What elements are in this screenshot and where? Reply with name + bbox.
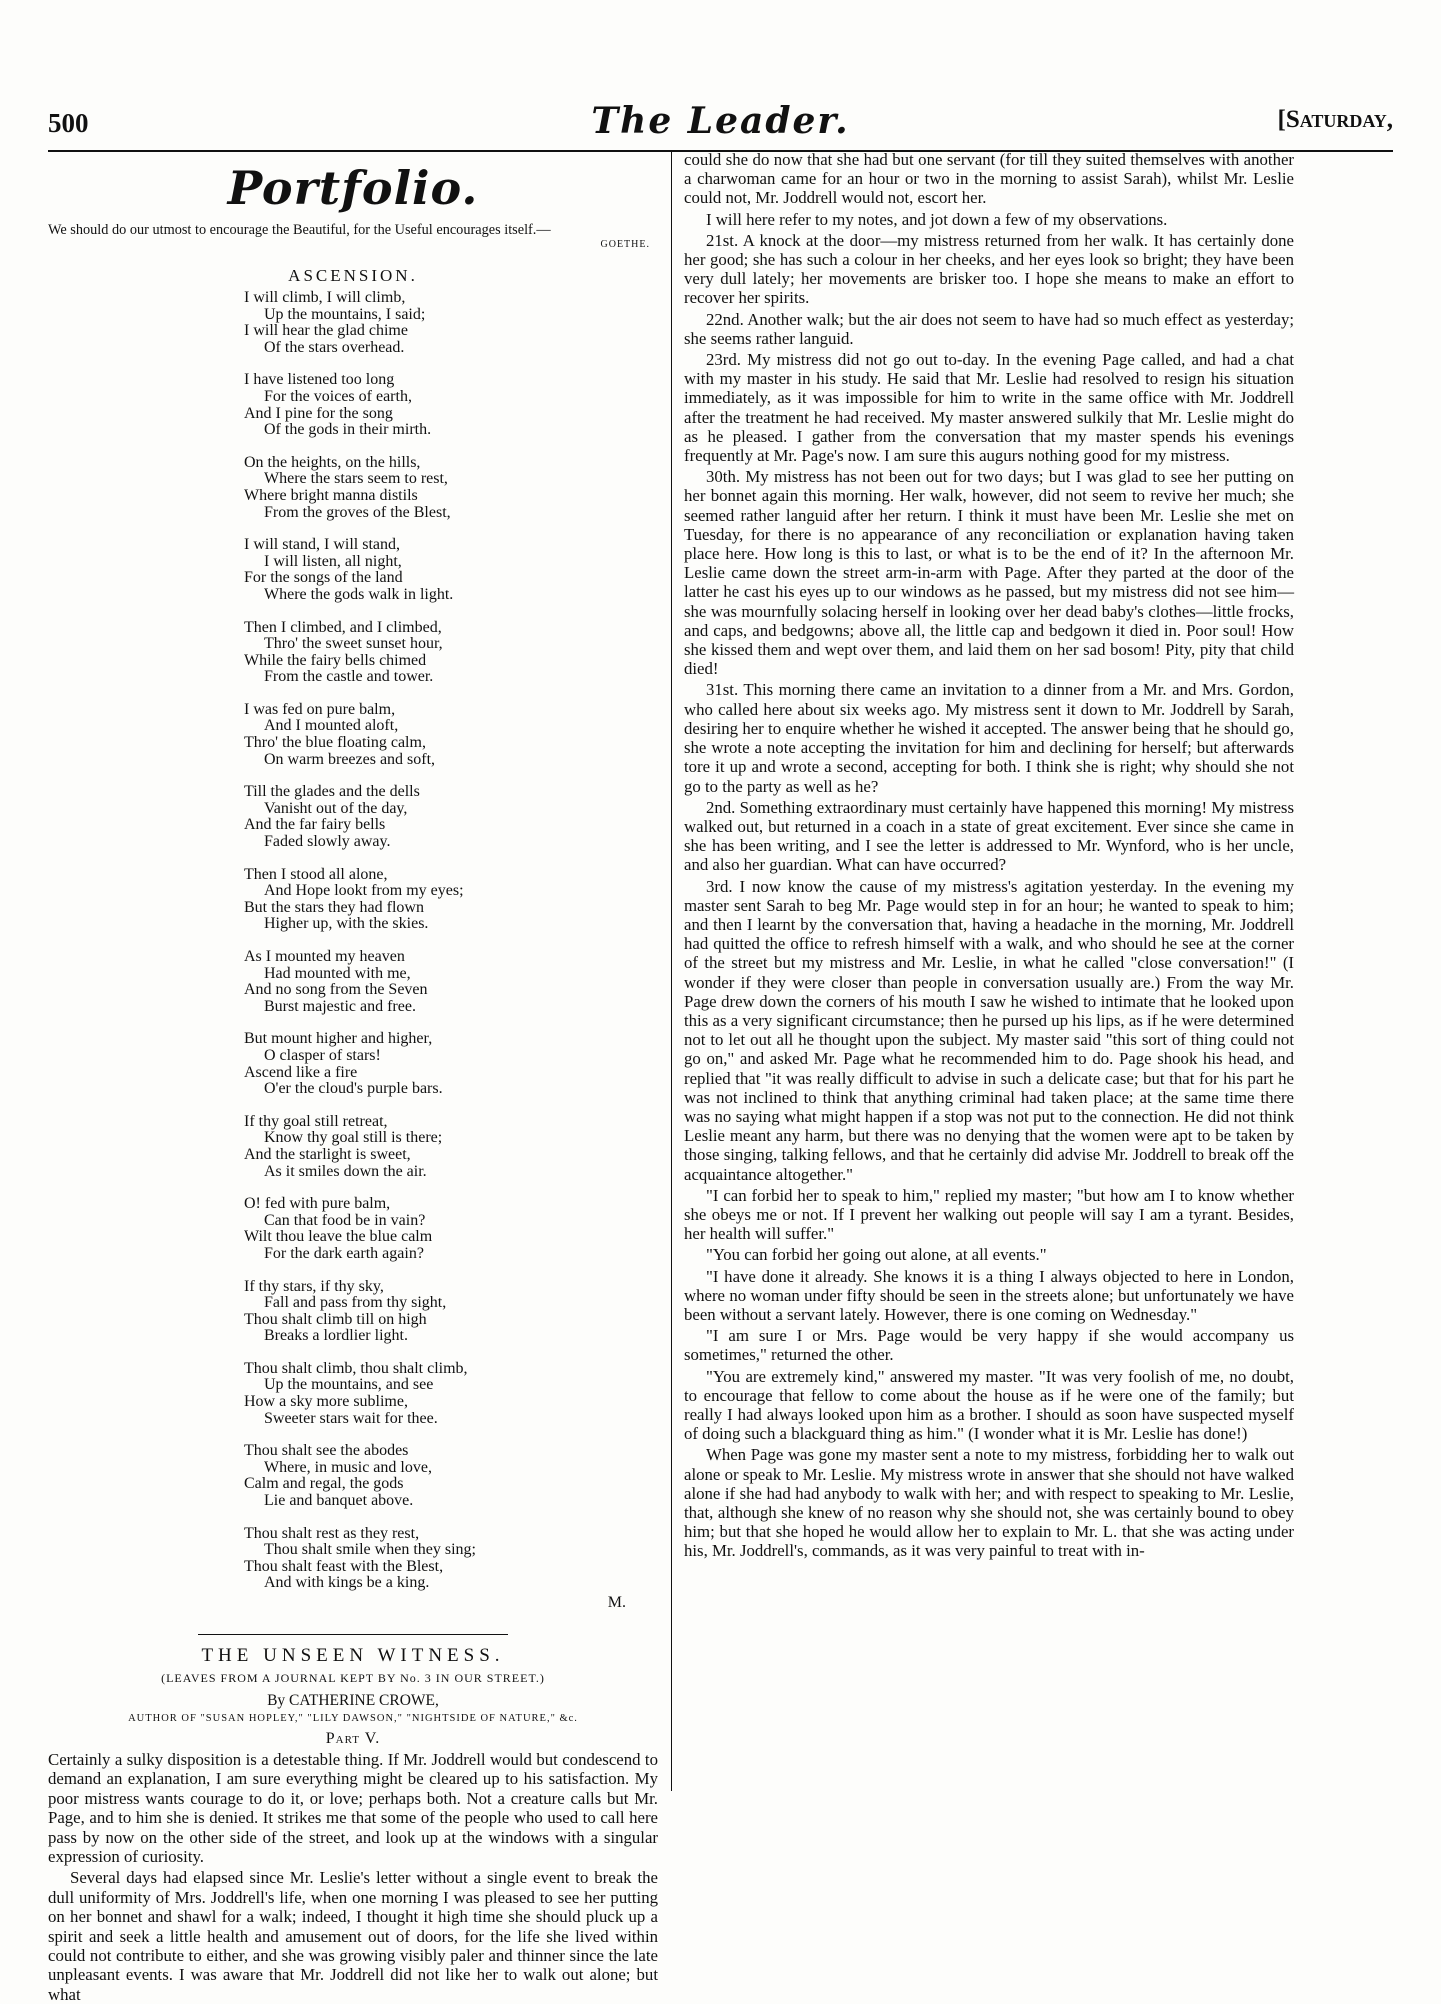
poem-line: Thou shalt feast with the Blest, [244, 1557, 444, 1575]
paragraph: Several days had elapsed since Mr. Leslie's letter without a single event to break the dull uniformity of Mrs. Joddrell's life, when one morning I was pleased to see her putting on her bonnet and shawl for a walk; indeed, I thought it high time she should pluck up a spirit and seek a little health and amusement out of doors, for the life she lived within could not contribute to either, and she was growing visibly paler and thinner since the late unpleasant events. I was aware that Mr. Joddrell did not like her to walk out alone; but what [48, 1868, 658, 2004]
poem-line: Know thy goal still is there; [264, 1129, 443, 1147]
page-header [48, 100, 1393, 144]
section-divider [198, 1634, 508, 1635]
poem-line: And I pine for the song [244, 404, 393, 422]
poem-line: But the stars they had flown [244, 898, 424, 916]
poem-signature: M. [607, 1594, 626, 1611]
poem-line: Calm and regal, the gods [244, 1475, 404, 1493]
story-byline: By CATHERINE CROWE, [267, 1692, 439, 1709]
poem-line: Where bright manna distils [244, 486, 418, 504]
poem-line: If thy stars, if thy sky, [244, 1277, 384, 1295]
poem-line: Then I climbed, and I climbed, [244, 618, 442, 636]
poem-line: For the dark earth again? [264, 1244, 424, 1262]
story-text-left [48, 1750, 658, 2004]
section-title: Portfolio. [227, 161, 479, 215]
page-number: 500 [48, 108, 89, 138]
story-text-right [684, 150, 1294, 1561]
poem-line: Thou shalt climb till on high [244, 1310, 427, 1328]
poem-line: O! fed with pure balm, [244, 1195, 391, 1213]
paragraph: 30th. My mistress has not been out for two days; but I was glad to see her putting on her bonnet again this morning. Her walk, however, did not seem to revive her much; she seemed rather languid after her return. I think it must have been Mr. Leslie she met on Tuesday, for there is no appearance of any reconciliation or explanation having taken place here. How long is this to last, or what is to be the end of it? In the afternoon Mr. Leslie came down the street arm-in-arm with Page. After they parted at the door of the latter he cast his eyes up to our windows as he passed, but my mistress did not see him—she was mournfully solacing herself in looking over her dead baby's clothes—little frocks, and caps, and bedgowns; above all, the little cap and bedgown it died in. Poor soul! How she kissed them and wept over them, and laid them on her sad bosom! Pity, pity that child died! [684, 467, 1294, 679]
poem-title: ASCENSION. [288, 266, 418, 285]
poem-line: I was fed on pure balm, [244, 700, 396, 718]
poem-stanza [244, 784, 658, 850]
poem-line: Higher up, with the skies. [264, 915, 429, 933]
poem-line: Had mounted with me, [264, 964, 411, 982]
poem-line: But mount higher and higher, [244, 1030, 433, 1048]
paragraph: 31st. This morning there came an invitation to a dinner from a Mr. and Mrs. Gordon, who called here about six weeks ago. My mistress sent it down to Mr. Joddrell by Sarah, desiring her to enquire whether he wished it accepted. The answer being that he should go, she wrote a note accepting the invitation for him and declining for herself; but afterwards tore it up and wrote a second, accepting for both. I think she is right; why should she not go to the party as well as he? [684, 680, 1294, 796]
paragraph: 22nd. Another walk; but the air does not seem to have had so much effect as yesterday; she seems rather languid. [684, 309, 1294, 348]
paragraph: "I am sure I or Mrs. Page would be very happy if she would accompany us sometimes," returned the other. [684, 1326, 1294, 1365]
poem-line: Up the mountains, and see [264, 1376, 434, 1394]
poem-line: Thou shalt rest as they rest, [244, 1524, 420, 1542]
paragraph: "I can forbid her to speak to him," replied my master; "but how am I to know whether she obeys me or not. If I prevent her walking out people will say I am a tyrant. Besides, her health will suffer." [684, 1185, 1294, 1244]
poem-line: Vanisht out of the day, [264, 799, 408, 817]
right-column [684, 150, 1294, 1794]
poem-line: Up the mountains, I said; [264, 305, 426, 323]
poem-stanza [244, 702, 658, 768]
poem-line: For the voices of earth, [264, 387, 412, 405]
poem-stanza [244, 1443, 658, 1509]
poem-line: Breaks a lordlier light. [264, 1327, 408, 1345]
poem-line: Can that food be in vain? [264, 1211, 426, 1229]
poem-line: Wilt thou leave the blue calm [244, 1228, 433, 1246]
paragraph: could she do now that she had but one servant (for till they suited themselves with another a charwoman came for an hour or two in the morning to assist Sarah), whilst Mr. Leslie could not, Mr. Joddrell would not, escort her. [684, 150, 1294, 208]
poem-line: For the songs of the land [244, 569, 403, 587]
poem-line: I will hear the glad chime [244, 322, 408, 340]
poem-line: Then I stood all alone, [244, 865, 388, 883]
poem-line: On warm breezes and soft, [264, 750, 436, 768]
poem-stanza [244, 537, 658, 603]
paragraph: Certainly a sulky disposition is a detestable thing. If Mr. Joddrell would but condescend to demand an explanation, I am sure everything might be cleared up to his satisfaction. My poor mistress wants courage to do it, or love; perhaps both. Not a creature calls but Mr. Page, and to him she is denied. It strikes me that some of the people who used to call here pass by now on the other side of the street, and look up at the windows with a singular expression of curiosity. [48, 1750, 658, 1867]
poem-stanza [244, 1279, 658, 1345]
masthead: The Leader. [591, 100, 850, 142]
poem-stanza [244, 1361, 658, 1427]
paragraph: When Page was gone my master sent a note to my mistress, forbidding her to walk out alone or speak to Mr. Leslie. My mistress wrote in answer that she should not have walked alone if she had had anybody to walk with her; and with respect to speaking to Mr. Leslie, that, although she knew of no reason why she should not, she was certainly bound to obey him; but that she hoped he would allow her to explain to Mr. L. that she was acting under his, Mr. Joddrell's, commands, as it was very painful to treat with in- [684, 1445, 1294, 1561]
poem-stanza [244, 1196, 658, 1262]
poem-line: If thy goal still retreat, [244, 1112, 388, 1130]
poem-line: Lie and banquet above. [264, 1492, 414, 1510]
poem-line: From the groves of the Blest, [264, 503, 451, 521]
poem-line: Till the glades and the dells [244, 783, 420, 801]
poem-line: And the starlight is sweet, [244, 1145, 411, 1163]
paragraph: "I have done it already. She knows it is a thing I always objected to here in London, where no woman under fifty should be seen in the streets alone; but unfortunately we have been without a servant lately. However, there is one coming on Wednesday." [684, 1266, 1294, 1324]
poem-line: On the heights, on the hills, [244, 453, 421, 471]
poem-line: Thro' the blue floating calm, [244, 734, 426, 752]
epigraph-author: GOETHE. [600, 239, 650, 250]
poem-line: While the fairy bells chimed [244, 651, 427, 669]
poem-line: How a sky more sublime, [244, 1393, 408, 1411]
poem-stanza [244, 949, 658, 1015]
story-author-note: AUTHOR OF "SUSAN HOPLEY," "LILY DAWSON," "NIGHTSIDE OF NATURE," &c. [128, 1713, 578, 1724]
poem-stanza [244, 1526, 658, 1592]
poem-line: Burst majestic and free. [264, 997, 416, 1015]
poem-line: Faded slowly away. [264, 833, 391, 851]
story-subtitle: (LEAVES FROM A JOURNAL KEPT BY No. 3 IN OUR STREET.) [161, 1671, 545, 1685]
poem-line: Thou shalt climb, thou shalt climb, [244, 1359, 468, 1377]
column-rule [671, 150, 672, 1791]
poem-body [244, 290, 658, 1592]
paragraph: I will here refer to my notes, and jot down a few of my observations. [706, 209, 1168, 229]
poem-line: I will listen, all night, [264, 552, 402, 570]
poem-stanza [244, 867, 658, 933]
paragraph: "You can forbid her going out alone, at all events." [706, 1245, 1047, 1265]
issue-day: [Saturday, [1277, 106, 1393, 133]
poem-line: And Hope lookt from my eyes; [264, 882, 464, 900]
poem-line: Where the stars seem to rest, [264, 470, 448, 488]
poem-line: Sweeter stars wait for thee. [264, 1409, 438, 1427]
poem-line: Where, in music and love, [264, 1458, 432, 1476]
poem-line: Where the gods walk in light. [264, 585, 454, 603]
poem-line: Thou shalt see the abodes [244, 1442, 409, 1460]
poem-line: And I mounted aloft, [264, 717, 399, 735]
poem-line: From the castle and tower. [264, 668, 434, 686]
poem-line: Fall and pass from thy sight, [264, 1294, 447, 1312]
story-title: THE UNSEEN WITNESS. [201, 1645, 505, 1666]
poem-line: And the far fairy bells [244, 816, 386, 834]
poem-line: And no song from the Seven [244, 981, 428, 999]
epigraph: We should do our utmost to encourage the Beautiful, for the Useful encourages itself.— [48, 222, 551, 238]
poem-line: O clasper of stars! [264, 1046, 381, 1064]
poem-line: Thou shalt smile when they sing; [264, 1541, 476, 1559]
story-part: Part V. [325, 1730, 381, 1747]
paragraph: 23rd. My mistress did not go out to-day. In the evening Page called, and had a chat with my master in his study. He said that Mr. Leslie had resolved to resign his situation immediately, as it was impossible for him to write in the same office with Mr. Joddrell after the treatment he had received. My master answered sulkily that Mr. Leslie might do as he pleased. I gather from the conversation that my master spends his evenings frequently at Mr. Page's now. I am sure this augurs nothing good for my mistress. [684, 350, 1294, 466]
poem-stanza [244, 455, 658, 521]
poem-line: And with kings be a king. [264, 1574, 430, 1592]
paragraph: 2nd. Something extraordinary must certainly have happened this morning! My mistress walked out, but returned in a coach in a state of great excitement. Ever since she came in she has been writing, and I see the letter is addressed to Mr. Wynford, who is her uncle, and also her guardian. What can have occurred? [684, 797, 1294, 875]
poem-line: As I mounted my heaven [244, 948, 405, 965]
poem-line: I have listened too long [244, 371, 395, 389]
paragraph: "You are extremely kind," answered my master. "It was very foolish of me, no doubt, to encourage that fellow to come about the house as if he were one of the family; but really I had always looked upon him as a brother. I should as soon have suspected myself of doing such a blackguard thing as him." (I wonder what it is Mr. Leslie has done!) [684, 1366, 1294, 1444]
poem-stanza [244, 620, 658, 686]
poem-line: Ascend like a fire [244, 1063, 358, 1081]
poem-stanza [244, 372, 658, 438]
poem-line: As it smiles down the air. [264, 1162, 427, 1180]
poem-line: Of the gods in their mirth. [264, 421, 432, 439]
left-column [48, 158, 658, 2004]
poem-line: I will stand, I will stand, [244, 536, 400, 554]
poem-line: Of the stars overhead. [264, 338, 405, 356]
poem-line: I will climb, I will climb, [244, 289, 406, 306]
poem-stanza [244, 290, 658, 356]
paragraph: 3rd. I now know the cause of my mistress's agitation yesterday. In the evening my master sent Sarah to beg Mr. Page would step in for an hour; he wanted to speak to him; and then I learnt by the conversation that, having a headache in the morning, Mr. Joddrell had quitted the office to refresh himself with a walk, and who should he see at the corner of the street but my mistress and Mr. Leslie, in what he called "close conversation!" (I wonder if they were closer than people in conversation usually are.) From the way Mr. Page drew down the corners of his mouth I saw he wished to intimate that he looked upon this as a very significant circumstance; then he pursed up his lips, as if he were determined not to let out all he thought upon the subject. My master said "this sort of thing could not go on," and asked Mr. Page what he recommended him to do. Page shook his head, and replied that "it was really difficult to advise in such a delicate case; but that for his part he was not inclined to think that anything criminal had taken place; at the same time there was no saying what might happen if a stop was not put to the connection. He did not think Leslie meant any harm, but there was no denying that the women were apt to be taken by those singing, talking fellows, and that he certainly did advise Mr. Joddrell to break off the acquaintance altogether." [684, 876, 1294, 1184]
poem-stanza [244, 1031, 658, 1097]
paragraph: 21st. A knock at the door—my mistress returned from her walk. It has certainly done her good; she has such a colour in her cheeks, and her eyes look so bright; they have been very dull lately; her movements are brisker too. I hope she means to make an effort to recover her spirits. [684, 230, 1294, 308]
poem-line: Thro' the sweet sunset hour, [264, 635, 443, 653]
poem-stanza [244, 1114, 658, 1180]
poem-line: O'er the cloud's purple bars. [264, 1080, 443, 1098]
